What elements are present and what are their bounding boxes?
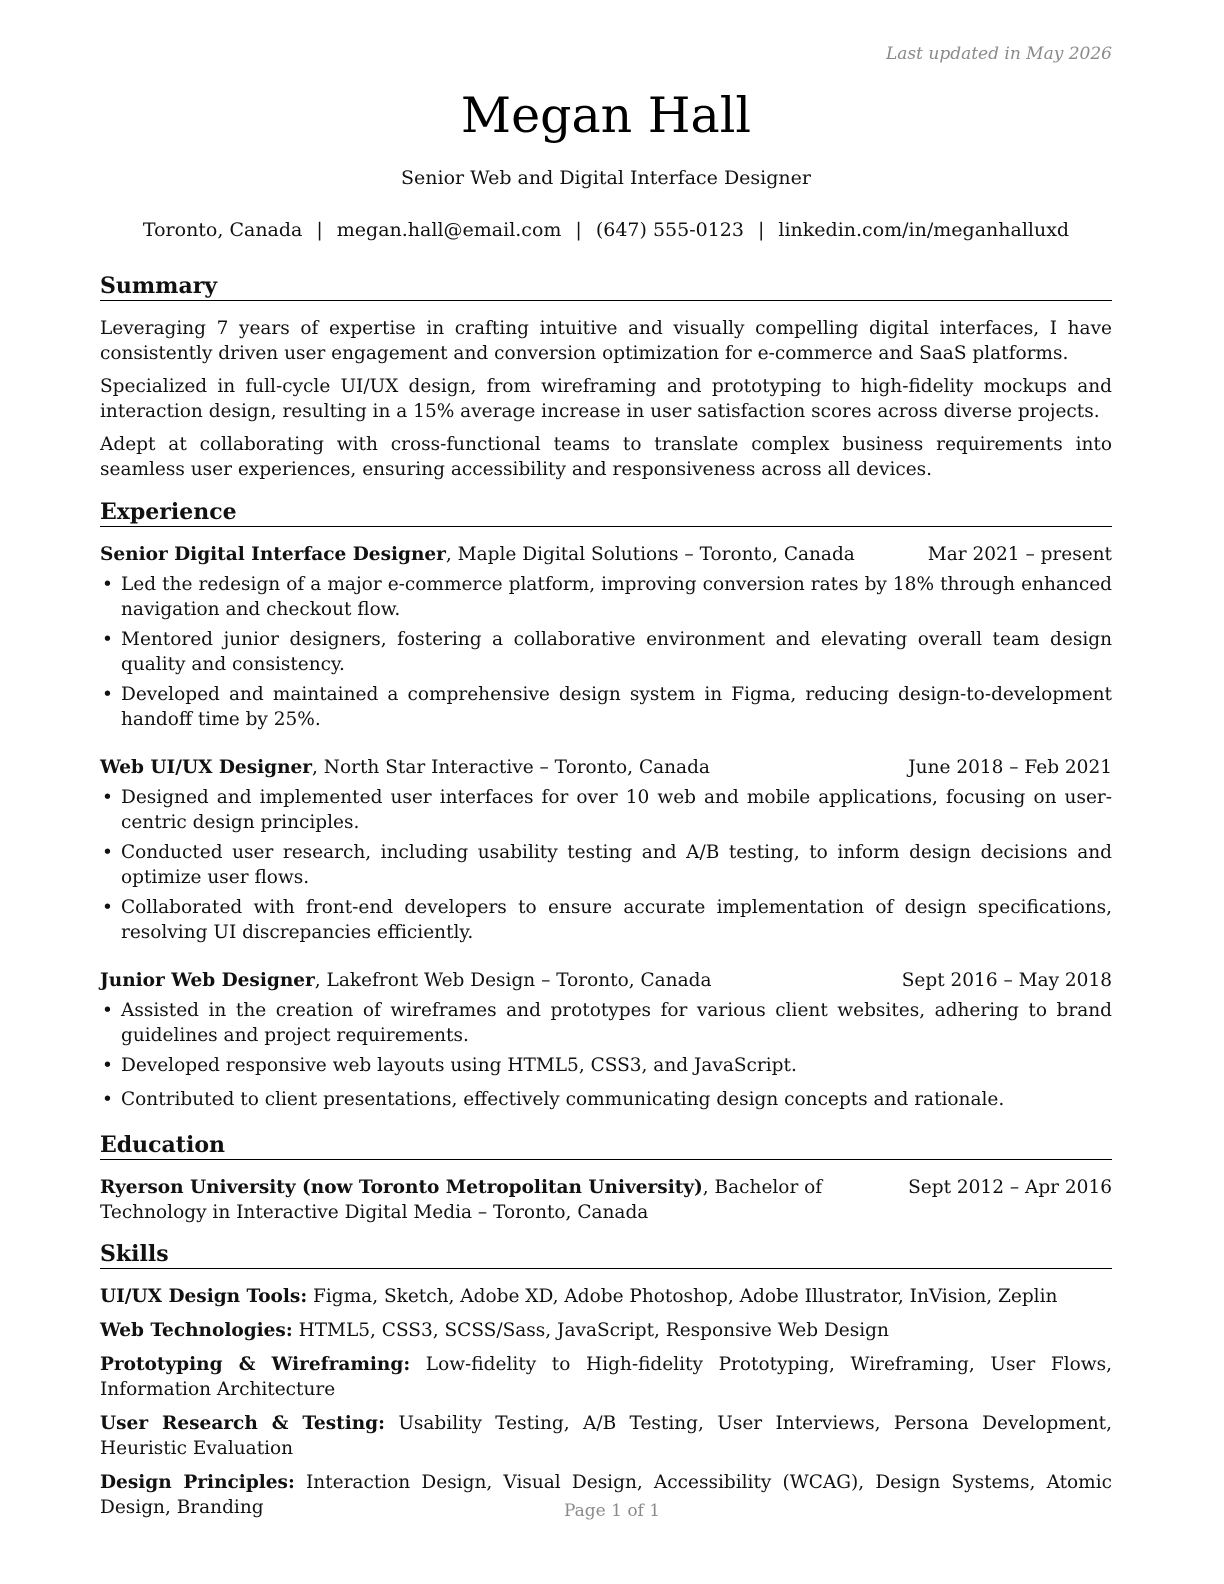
job-bullets [100, 998, 1112, 1112]
job-bullets [100, 785, 1112, 945]
job-bullet: • Collaborated with front-end developers to ensure accurate implementation of design specifications, resolving UI discrepancies efficiently. [100, 895, 1112, 945]
job-entry [100, 755, 1112, 945]
education-degree: , Bachelor of Technology in Interactive Digital Media – Toronto, Canada [100, 1177, 823, 1223]
education-section [100, 1131, 1112, 1225]
section-title-experience: Experience [100, 498, 1112, 527]
job-bullets [100, 572, 1112, 732]
contact-separator: | [316, 219, 323, 241]
job-header [100, 968, 1112, 993]
summary-paragraph: Specialized in full-cycle UI/UX design, from wireframing and prototyping to high-fidelity mockups and interaction design, resulting in a 15% average increase in user satisfaction scores across diverse projects. [100, 376, 1112, 422]
experience-section [100, 498, 1112, 1112]
contact-phone[interactable]: (647) 555-0123 [595, 219, 744, 241]
job-bullet: • Conducted user research, including usability testing and A/B testing, to inform design decisions and optimize user flows. [100, 840, 1112, 890]
job-dates: Mar 2021 – present [927, 544, 1112, 565]
summary-paragraph: Adept at collaborating with cross-functional teams to translate complex business requirements into seamless user experiences, ensuring accessibility and responsiveness across all devices. [100, 434, 1112, 480]
section-title-skills: Skills [100, 1240, 1112, 1269]
contact-location: Toronto, Canada [142, 219, 303, 241]
job-company: , Maple Digital Solutions – Toronto, Canada [445, 544, 855, 565]
job-entry [100, 968, 1112, 1112]
skill-value: Low-fidelity to High-fidelity Prototyping, Wireframing, User Flows, Information Architecture [100, 1354, 1112, 1400]
contact-line [100, 219, 1112, 241]
skill-label: Prototyping & Wireframing: [100, 1354, 411, 1375]
job-bullet: • Contributed to client presentations, effectively communicating design concepts and rationale. [100, 1087, 1112, 1112]
section-title-education: Education [100, 1131, 1112, 1160]
job-header [100, 755, 1112, 780]
skill-label: Web Technologies: [100, 1320, 293, 1341]
job-role: Senior Digital Interface Designer [100, 544, 446, 565]
job-bullet: • Developed responsive web layouts using HTML5, CSS3, and JavaScript. [100, 1053, 1112, 1078]
skill-value: Usability Testing, A/B Testing, User Interviews, Persona Development, Heuristic Evaluation [100, 1413, 1112, 1459]
skill-line [100, 1318, 1112, 1343]
contact-email[interactable]: megan.hall@email.com [336, 219, 562, 241]
job-company: , North Star Interactive – Toronto, Canada [312, 757, 710, 778]
education-dates: Sept 2012 – Apr 2016 [908, 1177, 1112, 1198]
education-school: Ryerson University (now Toronto Metropolitan University) [100, 1177, 703, 1198]
candidate-title: Senior Web and Digital Interface Designer [401, 167, 811, 189]
job-bullet: • Led the redesign of a major e-commerce platform, improving conversion rates by 18% through enhanced navigation and checkout flow. [100, 572, 1112, 622]
job-company: , Lakefront Web Design – Toronto, Canada [314, 970, 712, 991]
job-bullet: • Developed and maintained a comprehensive design system in Figma, reducing design-to-development handoff time by 25%. [100, 682, 1112, 732]
last-updated: Last updated in May 2026 [885, 44, 1112, 64]
skill-label: UI/UX Design Tools: [100, 1286, 308, 1307]
skill-value: Interaction Design, Visual Design, Accessibility (WCAG), Design Systems, Atomic Design, Branding [100, 1472, 1112, 1518]
education-entry [100, 1175, 1112, 1225]
job-role: Web UI/UX Designer [100, 757, 313, 778]
job-entry [100, 542, 1112, 732]
skill-line [100, 1411, 1112, 1461]
job-dates: June 2018 – Feb 2021 [908, 757, 1112, 778]
skills-section [100, 1240, 1112, 1520]
skill-line [100, 1352, 1112, 1402]
skill-value: Figma, Sketch, Adobe XD, Adobe Photoshop, Adobe Illustrator, InVision, Zeplin [307, 1286, 1058, 1307]
contact-linkedin[interactable]: linkedin.com/in/meganhalluxd [778, 219, 1070, 241]
contact-separator: | [575, 219, 582, 241]
job-header [100, 542, 1112, 567]
skill-label: Design Principles: [100, 1472, 295, 1493]
page-number: Page 1 of 1 [563, 1501, 661, 1521]
job-role: Junior Web Designer [100, 970, 315, 991]
job-bullet: • Mentored junior designers, fostering a collaborative environment and elevating overall team design quality and consistency. [100, 627, 1112, 677]
job-bullet: • Designed and implemented user interfaces for over 10 web and mobile applications, focusing on user-centric design principles. [100, 785, 1112, 835]
skill-line [100, 1284, 1112, 1309]
summary-paragraph: Leveraging 7 years of expertise in crafting intuitive and visually compelling digital interfaces, I have consistently driven user engagement and conversion optimization for e-commerce and SaaS platforms. [100, 318, 1112, 364]
skill-label: User Research & Testing: [100, 1413, 385, 1434]
summary-section [100, 272, 1112, 482]
skill-value: HTML5, CSS3, SCSS/Sass, JavaScript, Responsive Web Design [292, 1320, 889, 1341]
candidate-name: Megan Hall [460, 87, 752, 144]
section-title-summary: Summary [100, 272, 1112, 301]
resume-page [100, 0, 1112, 1584]
contact-separator: | [757, 219, 765, 241]
job-bullet: • Assisted in the creation of wireframes and prototypes for various client websites, adhering to brand guidelines and project requirements. [100, 998, 1112, 1048]
job-dates: Sept 2016 – May 2018 [901, 970, 1112, 991]
